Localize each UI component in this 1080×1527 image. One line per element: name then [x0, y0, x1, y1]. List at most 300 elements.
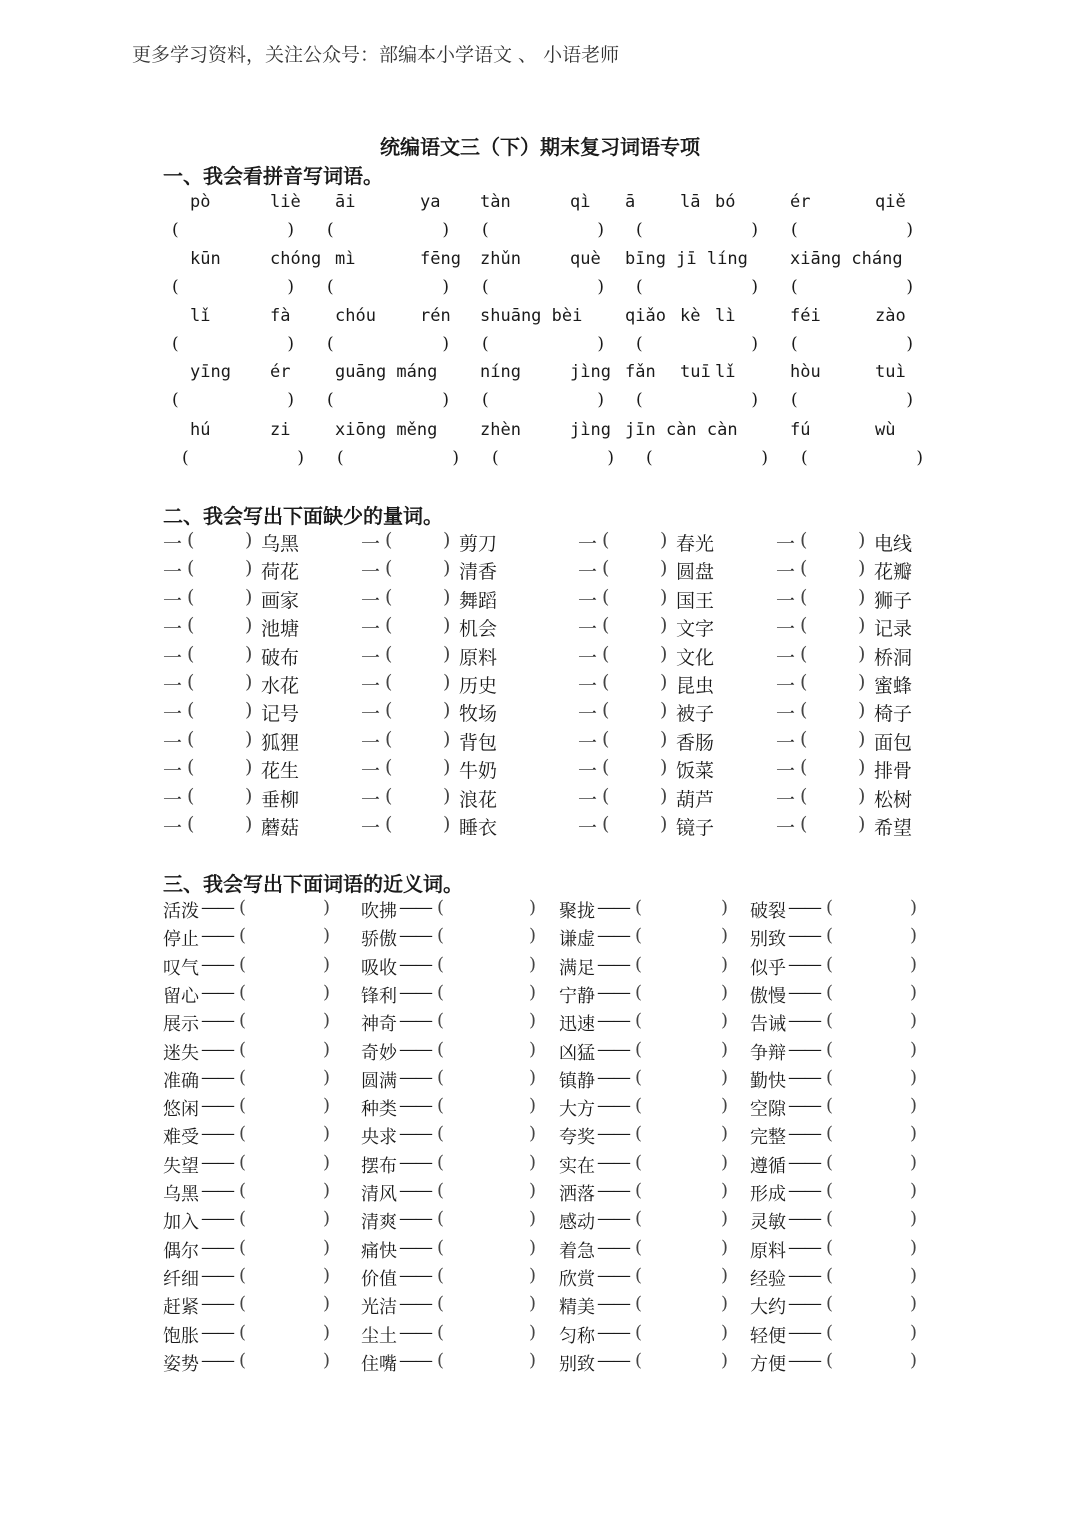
- left-paren[interactable]: (: [826, 897, 834, 918]
- left-paren[interactable]: (: [437, 1066, 445, 1088]
- pinyin-syllable: ya: [420, 192, 441, 212]
- left-paren[interactable]: (: [437, 1264, 445, 1286]
- left-paren[interactable]: (: [635, 981, 643, 1003]
- left-paren[interactable]: (: [437, 1038, 445, 1060]
- noun-word: 狐狸: [261, 731, 300, 754]
- left-paren[interactable]: (: [635, 897, 643, 918]
- right-paren[interactable]: ): [529, 1151, 537, 1173]
- pinyin-syllable: shuāng bèi: [480, 306, 583, 326]
- right-paren[interactable]: ): [529, 1180, 537, 1201]
- right-paren[interactable]: ): [529, 1010, 537, 1032]
- source-word: 灵敏: [750, 1212, 786, 1234]
- source-word: 悠闲: [163, 1099, 199, 1121]
- source-word: 奇妙: [361, 1042, 397, 1064]
- source-word: 空隙: [750, 1099, 786, 1121]
- dash: ——: [399, 1349, 431, 1371]
- right-paren[interactable]: ): [529, 897, 537, 918]
- left-paren[interactable]: (: [602, 529, 610, 551]
- left-paren[interactable]: (: [187, 784, 195, 807]
- right-paren[interactable]: ): [529, 1038, 537, 1060]
- pinyin-syllable: zhèn: [480, 420, 521, 440]
- left-paren[interactable]: (: [635, 1038, 643, 1060]
- right-paren[interactable]: ): [910, 897, 918, 918]
- right-paren[interactable]: ): [721, 1066, 729, 1088]
- left-paren[interactable]: (: [385, 585, 393, 608]
- left-paren[interactable]: (: [826, 1010, 834, 1032]
- left-paren[interactable]: (: [635, 1095, 643, 1117]
- dash: ——: [399, 1095, 431, 1117]
- right-paren[interactable]: ): [721, 1349, 729, 1371]
- left-paren[interactable]: (: [239, 1264, 247, 1286]
- left-paren[interactable]: (: [635, 1264, 643, 1286]
- right-paren[interactable]: ): [245, 756, 253, 779]
- right-paren[interactable]: ): [529, 925, 537, 947]
- left-paren[interactable]: (: [635, 1321, 643, 1343]
- right-paren[interactable]: ): [721, 897, 729, 918]
- left-paren[interactable]: (: [239, 981, 247, 1003]
- yi-prefix: 一: [163, 618, 183, 641]
- dash: ——: [597, 1208, 629, 1230]
- right-paren[interactable]: ): [323, 1038, 331, 1060]
- right-paren[interactable]: ): [323, 1293, 331, 1315]
- yi-prefix: 一: [361, 731, 381, 754]
- left-paren[interactable]: (: [239, 897, 247, 918]
- left-paren[interactable]: (: [635, 1236, 643, 1258]
- right-paren[interactable]: ): [245, 614, 253, 637]
- source-word: 谦虚: [559, 929, 595, 951]
- left-paren[interactable]: (: [826, 1038, 834, 1060]
- dash: ——: [788, 1208, 820, 1230]
- right-paren[interactable]: ): [443, 699, 451, 722]
- right-paren[interactable]: ): [323, 1180, 331, 1201]
- right-paren[interactable]: ): [245, 813, 253, 835]
- right-paren[interactable]: ): [721, 1123, 729, 1145]
- left-paren[interactable]: (: [635, 1066, 643, 1088]
- right-paren[interactable]: ): [660, 756, 668, 779]
- left-paren[interactable]: (: [385, 529, 393, 551]
- left-paren[interactable]: (: [437, 1293, 445, 1315]
- right-paren[interactable]: ): [323, 981, 331, 1003]
- left-paren[interactable]: (: [239, 1066, 247, 1088]
- left-paren[interactable]: (: [187, 642, 195, 665]
- left-paren: (: [327, 220, 334, 240]
- right-paren[interactable]: ): [910, 953, 918, 975]
- right-paren[interactable]: ): [721, 1151, 729, 1173]
- left-paren[interactable]: (: [635, 1349, 643, 1371]
- dash: ——: [597, 1321, 629, 1343]
- left-paren[interactable]: (: [239, 1349, 247, 1371]
- left-paren[interactable]: (: [800, 784, 808, 807]
- left-paren[interactable]: (: [437, 897, 445, 918]
- dash: ——: [201, 981, 233, 1003]
- right-paren[interactable]: ): [910, 1066, 918, 1088]
- left-paren[interactable]: (: [800, 699, 808, 722]
- right-paren[interactable]: ): [323, 1208, 331, 1230]
- right-paren[interactable]: ): [858, 671, 866, 693]
- left-paren[interactable]: (: [602, 671, 610, 693]
- left-paren: (: [172, 277, 179, 297]
- right-paren[interactable]: ): [660, 614, 668, 637]
- left-paren[interactable]: (: [187, 727, 195, 750]
- left-paren[interactable]: (: [635, 1293, 643, 1315]
- right-paren[interactable]: ): [323, 1151, 331, 1173]
- right-paren[interactable]: ): [529, 1066, 537, 1088]
- left-paren[interactable]: (: [800, 727, 808, 750]
- left-paren[interactable]: (: [635, 953, 643, 975]
- dash: ——: [788, 1180, 820, 1201]
- left-paren[interactable]: (: [826, 1095, 834, 1117]
- right-paren[interactable]: ): [323, 1095, 331, 1117]
- right-paren[interactable]: ): [443, 557, 451, 580]
- right-paren[interactable]: ): [529, 1293, 537, 1315]
- left-paren[interactable]: (: [602, 642, 610, 665]
- pinyin-syllable: fēng: [420, 249, 461, 269]
- source-word: 赶紧: [163, 1297, 199, 1319]
- synonym-row: [0, 1039, 1080, 1067]
- left-paren[interactable]: (: [800, 671, 808, 693]
- right-paren[interactable]: ): [323, 1236, 331, 1258]
- right-paren[interactable]: ): [660, 784, 668, 807]
- left-paren[interactable]: (: [187, 585, 195, 608]
- right-paren[interactable]: ): [323, 1066, 331, 1088]
- right-paren[interactable]: ): [910, 1151, 918, 1173]
- left-paren[interactable]: (: [635, 1010, 643, 1032]
- left-paren[interactable]: (: [437, 1208, 445, 1230]
- right-paren[interactable]: ): [910, 1123, 918, 1145]
- dash: ——: [201, 1264, 233, 1286]
- right-paren[interactable]: ): [245, 699, 253, 722]
- yi-prefix: 一: [361, 561, 381, 584]
- right-paren[interactable]: ): [721, 1321, 729, 1343]
- left-paren[interactable]: (: [187, 671, 195, 693]
- right-paren[interactable]: ): [721, 1038, 729, 1060]
- right-paren[interactable]: ): [910, 981, 918, 1003]
- right-paren[interactable]: ): [721, 981, 729, 1003]
- left-paren[interactable]: (: [800, 529, 808, 551]
- left-paren[interactable]: (: [826, 1123, 834, 1145]
- right-paren[interactable]: ): [443, 614, 451, 637]
- left-paren[interactable]: (: [437, 1180, 445, 1201]
- right-paren[interactable]: ): [910, 1349, 918, 1371]
- right-paren[interactable]: ): [245, 671, 253, 693]
- right-paren[interactable]: ): [443, 529, 451, 551]
- right-paren[interactable]: ): [858, 784, 866, 807]
- left-paren[interactable]: (: [826, 1264, 834, 1286]
- left-paren[interactable]: (: [239, 1293, 247, 1315]
- left-paren[interactable]: (: [187, 529, 195, 551]
- right-paren[interactable]: ): [910, 1010, 918, 1032]
- left-paren[interactable]: (: [187, 614, 195, 637]
- left-paren[interactable]: (: [826, 925, 834, 947]
- right-paren[interactable]: ): [858, 813, 866, 835]
- yi-prefix: 一: [361, 589, 381, 612]
- left-paren[interactable]: (: [437, 1321, 445, 1343]
- yi-prefix: 一: [578, 760, 598, 783]
- left-paren[interactable]: (: [239, 1010, 247, 1032]
- dash: ——: [597, 1095, 629, 1117]
- left-paren[interactable]: (: [602, 557, 610, 580]
- left-paren[interactable]: (: [635, 925, 643, 947]
- synonym-row: [0, 954, 1080, 982]
- left-paren[interactable]: (: [385, 727, 393, 750]
- right-paren[interactable]: ): [529, 1321, 537, 1343]
- left-paren[interactable]: (: [826, 1321, 834, 1343]
- right-paren[interactable]: ): [721, 1208, 729, 1230]
- yi-prefix: 一: [578, 618, 598, 641]
- left-paren[interactable]: (: [826, 1066, 834, 1088]
- right-paren[interactable]: ): [443, 642, 451, 665]
- right-paren[interactable]: ): [858, 557, 866, 580]
- right-paren[interactable]: ): [910, 1208, 918, 1230]
- left-paren[interactable]: (: [385, 642, 393, 665]
- dash: ——: [597, 1151, 629, 1173]
- left-paren[interactable]: (: [826, 1208, 834, 1230]
- left-paren[interactable]: (: [826, 1151, 834, 1173]
- right-paren[interactable]: ): [529, 953, 537, 975]
- header-note: 更多学习资料，关注公众号：部编本小学语文 、 小语老师: [132, 44, 620, 66]
- right-paren[interactable]: ): [443, 784, 451, 807]
- right-paren[interactable]: ): [910, 1180, 918, 1201]
- pinyin-syllable: ā: [625, 192, 636, 212]
- left-paren[interactable]: (: [800, 642, 808, 665]
- pinyin-syllable: lǐ: [190, 306, 211, 326]
- left-paren[interactable]: (: [385, 557, 393, 580]
- pinyin-syllable: xiōng měng: [335, 420, 438, 440]
- right-paren[interactable]: ): [721, 1010, 729, 1032]
- right-paren[interactable]: ): [443, 671, 451, 693]
- right-paren[interactable]: ): [660, 529, 668, 551]
- yi-prefix: 一: [163, 589, 183, 612]
- pinyin-syllable: fú: [790, 420, 811, 440]
- right-paren[interactable]: ): [858, 699, 866, 722]
- dash: ——: [399, 1180, 431, 1201]
- left-paren[interactable]: (: [187, 557, 195, 580]
- right-paren[interactable]: ): [245, 557, 253, 580]
- pinyin-syllable: féi: [790, 306, 821, 326]
- left-paren[interactable]: (: [187, 756, 195, 779]
- right-paren[interactable]: ): [323, 925, 331, 947]
- pinyin-syllable: jīn càn càn: [625, 420, 738, 440]
- source-word: 感动: [559, 1212, 595, 1234]
- left-paren[interactable]: (: [239, 1123, 247, 1145]
- left-paren: (: [646, 448, 653, 468]
- left-paren[interactable]: (: [385, 699, 393, 722]
- left-paren[interactable]: (: [385, 784, 393, 807]
- right-paren[interactable]: ): [910, 1038, 918, 1060]
- noun-word: 希望: [874, 817, 913, 839]
- right-paren[interactable]: ): [858, 727, 866, 750]
- right-paren[interactable]: ): [245, 642, 253, 665]
- left-paren[interactable]: (: [800, 557, 808, 580]
- source-word: 着急: [559, 1240, 595, 1262]
- right-paren[interactable]: ): [721, 1095, 729, 1117]
- left-paren[interactable]: (: [602, 585, 610, 608]
- source-word: 大方: [559, 1099, 595, 1121]
- left-paren[interactable]: (: [437, 1349, 445, 1371]
- left-paren[interactable]: (: [602, 614, 610, 637]
- left-paren[interactable]: (: [437, 1151, 445, 1173]
- right-paren[interactable]: ): [323, 953, 331, 975]
- source-word: 形成: [750, 1184, 786, 1205]
- dash: ——: [597, 1038, 629, 1060]
- left-paren[interactable]: (: [602, 813, 610, 835]
- right-paren: ): [597, 334, 604, 354]
- left-paren[interactable]: (: [239, 1236, 247, 1258]
- right-paren[interactable]: ): [323, 1264, 331, 1286]
- dash: ——: [597, 1264, 629, 1286]
- left-paren[interactable]: (: [437, 925, 445, 947]
- left-paren[interactable]: (: [385, 614, 393, 637]
- right-paren[interactable]: ): [858, 756, 866, 779]
- left-paren[interactable]: (: [602, 699, 610, 722]
- yi-prefix: 一: [578, 788, 598, 811]
- measure-word-row: [0, 813, 1080, 841]
- right-paren[interactable]: ): [323, 1349, 331, 1371]
- right-paren[interactable]: ): [910, 925, 918, 947]
- synonym-row: [0, 1265, 1080, 1293]
- left-paren[interactable]: (: [385, 671, 393, 693]
- right-paren[interactable]: ): [910, 1293, 918, 1315]
- right-paren[interactable]: ): [660, 585, 668, 608]
- left-paren: (: [172, 220, 179, 240]
- left-paren[interactable]: (: [385, 756, 393, 779]
- left-paren[interactable]: (: [239, 1151, 247, 1173]
- left-paren: (: [791, 277, 798, 297]
- right-paren[interactable]: ): [660, 557, 668, 580]
- right-paren[interactable]: ): [721, 953, 729, 975]
- source-word: 聚拢: [559, 901, 595, 922]
- left-paren[interactable]: (: [602, 756, 610, 779]
- left-paren[interactable]: (: [239, 1038, 247, 1060]
- left-paren[interactable]: (: [826, 953, 834, 975]
- source-word: 光洁: [361, 1297, 397, 1319]
- left-paren[interactable]: (: [239, 1321, 247, 1343]
- left-paren[interactable]: (: [437, 981, 445, 1003]
- right-paren[interactable]: ): [529, 981, 537, 1003]
- right-paren[interactable]: ): [858, 585, 866, 608]
- left-paren[interactable]: (: [239, 925, 247, 947]
- right-paren[interactable]: ): [323, 1321, 331, 1343]
- left-paren[interactable]: (: [437, 1236, 445, 1258]
- yi-prefix: 一: [578, 817, 598, 839]
- right-paren[interactable]: ): [660, 813, 668, 835]
- left-paren[interactable]: (: [437, 1095, 445, 1117]
- right-paren[interactable]: ): [910, 1236, 918, 1258]
- pinyin-syllable: lǐ: [715, 362, 736, 382]
- right-paren[interactable]: ): [529, 1208, 537, 1230]
- right-paren[interactable]: ): [721, 1264, 729, 1286]
- right-paren[interactable]: ): [245, 784, 253, 807]
- left-paren[interactable]: (: [239, 1208, 247, 1230]
- right-paren[interactable]: ): [660, 699, 668, 722]
- right-paren[interactable]: ): [443, 585, 451, 608]
- left-paren[interactable]: (: [635, 1208, 643, 1230]
- source-word: 破裂: [750, 901, 786, 922]
- section-1-heading: 一、我会看拼音写词语。: [163, 164, 383, 188]
- right-paren[interactable]: ): [910, 1321, 918, 1343]
- left-paren[interactable]: (: [602, 784, 610, 807]
- yi-prefix: 一: [361, 675, 381, 697]
- right-paren[interactable]: ): [245, 529, 253, 551]
- yi-prefix: 一: [776, 589, 796, 612]
- left-paren[interactable]: (: [800, 585, 808, 608]
- pinyin-syllable: tuī: [680, 362, 711, 382]
- source-word: 偶尔: [163, 1240, 199, 1262]
- right-paren[interactable]: ): [529, 1236, 537, 1258]
- left-paren[interactable]: (: [800, 813, 808, 835]
- right-paren[interactable]: ): [443, 727, 451, 750]
- dash: ——: [788, 925, 820, 947]
- right-paren[interactable]: ): [323, 1010, 331, 1032]
- left-paren[interactable]: (: [239, 953, 247, 975]
- right-paren[interactable]: ): [721, 1293, 729, 1315]
- right-paren[interactable]: ): [660, 642, 668, 665]
- right-paren[interactable]: ): [721, 1236, 729, 1258]
- right-paren[interactable]: ): [660, 727, 668, 750]
- left-paren[interactable]: (: [826, 1349, 834, 1371]
- pinyin-syllable: níng: [480, 362, 521, 382]
- dash: ——: [399, 897, 431, 918]
- left-paren[interactable]: (: [635, 1151, 643, 1173]
- right-paren[interactable]: ): [245, 727, 253, 750]
- right-paren[interactable]: ): [323, 897, 331, 918]
- left-paren[interactable]: (: [800, 756, 808, 779]
- source-word: 傲慢: [750, 985, 786, 1007]
- left-paren[interactable]: (: [239, 1095, 247, 1117]
- left-paren[interactable]: (: [635, 1123, 643, 1145]
- right-paren[interactable]: ): [858, 529, 866, 551]
- right-paren[interactable]: ): [529, 1349, 537, 1371]
- right-paren[interactable]: ): [245, 585, 253, 608]
- left-paren[interactable]: (: [826, 1293, 834, 1315]
- right-paren[interactable]: ): [721, 1180, 729, 1201]
- left-paren[interactable]: (: [826, 1180, 834, 1201]
- left-paren[interactable]: (: [437, 1123, 445, 1145]
- left-paren[interactable]: (: [635, 1180, 643, 1201]
- left-paren[interactable]: (: [385, 813, 393, 835]
- right-paren[interactable]: ): [660, 671, 668, 693]
- yi-prefix: 一: [163, 561, 183, 584]
- right-paren[interactable]: ): [858, 614, 866, 637]
- left-paren[interactable]: (: [187, 813, 195, 835]
- left-paren[interactable]: (: [239, 1180, 247, 1201]
- synonym-row: [0, 897, 1080, 925]
- dash: ——: [201, 1236, 233, 1258]
- left-paren: (: [801, 448, 808, 468]
- left-paren[interactable]: (: [187, 699, 195, 722]
- right-paren[interactable]: ): [529, 1123, 537, 1145]
- right-paren[interactable]: ): [529, 1095, 537, 1117]
- answer-row: [0, 448, 1080, 472]
- pinyin-syllable: tàn: [480, 192, 511, 212]
- right-paren[interactable]: ): [443, 813, 451, 835]
- left-paren[interactable]: (: [437, 1010, 445, 1032]
- left-paren[interactable]: (: [800, 614, 808, 637]
- measure-word-row: [0, 643, 1080, 671]
- left-paren[interactable]: (: [437, 953, 445, 975]
- left-paren[interactable]: (: [826, 981, 834, 1003]
- right-paren[interactable]: ): [721, 925, 729, 947]
- right-paren[interactable]: ): [323, 1123, 331, 1145]
- left-paren[interactable]: (: [826, 1236, 834, 1258]
- source-word: 摆布: [361, 1155, 397, 1177]
- right-paren[interactable]: ): [443, 756, 451, 779]
- right-paren[interactable]: ): [529, 1264, 537, 1286]
- right-paren[interactable]: ): [910, 1264, 918, 1286]
- right-paren[interactable]: ): [910, 1095, 918, 1117]
- right-paren[interactable]: ): [858, 642, 866, 665]
- left-paren[interactable]: (: [602, 727, 610, 750]
